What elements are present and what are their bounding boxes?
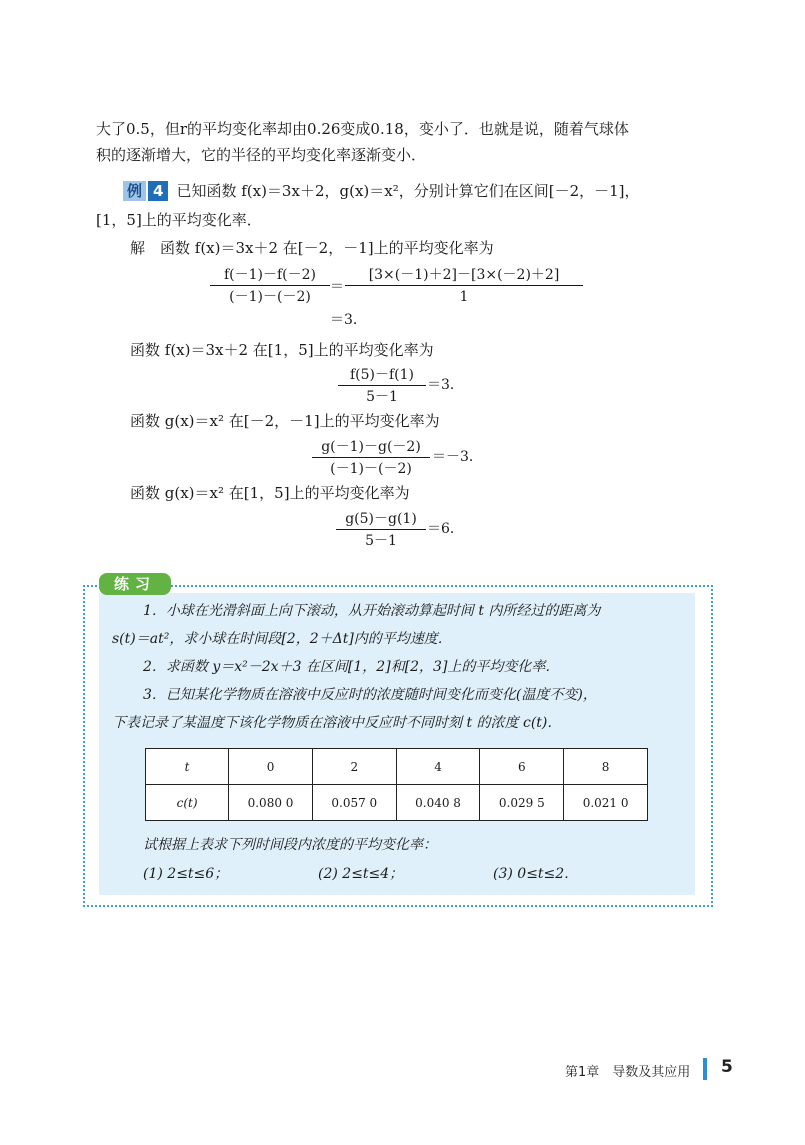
practice-q2: 2．求函数 y＝x²－2x＋3 在区间[1，2]和[2，3]上的平均变化率． bbox=[143, 659, 560, 675]
practice-q3-line-2: 下表记录了某温度下该化学物质在溶液中反应时不同时刻 t 的浓度 c(t)． bbox=[112, 715, 562, 731]
practice-q3-part-2: (2) 2≤t≤4； bbox=[318, 866, 404, 882]
table-cell: 8 bbox=[564, 749, 648, 785]
example-statement-1: 已知函数 f(x)＝3x＋2，g(x)＝x²，分别计算它们在区间[－2，－1]， bbox=[176, 182, 640, 200]
example-badge: 例 bbox=[123, 181, 146, 201]
table-row bbox=[146, 749, 648, 785]
table-cell: 6 bbox=[480, 749, 564, 785]
fraction-1 bbox=[210, 266, 330, 306]
table-cell: 0 bbox=[229, 749, 313, 785]
practice-q1-line-2: s(t)＝at²，求小球在时间段[2，2＋Δt]内的平均速度． bbox=[112, 631, 452, 647]
example-number: 4 bbox=[148, 181, 168, 201]
fraction-4-numerator: g(5)－g(1) bbox=[345, 511, 417, 527]
table-cell: 2 bbox=[312, 749, 396, 785]
practice-tab: 练习 bbox=[99, 573, 171, 595]
fraction-2-denominator: 5－1 bbox=[366, 389, 398, 405]
equals-sign-1: ＝ bbox=[330, 279, 344, 295]
solution-part-4: 函数 g(x)＝x² 在[1，5]上的平均变化率为 bbox=[130, 484, 410, 502]
fraction-1b-numerator: [3×(－1)＋2]－[3×(－2)＋2] bbox=[368, 267, 560, 283]
practice-q3-line-1: 3．已知某化学物质在溶液中反应时的浓度随时间变化而变化(温度不变)， bbox=[143, 687, 597, 703]
fraction-2-bar bbox=[338, 385, 426, 386]
intro-line-2: 积的逐渐增大，它的半径的平均变化率逐渐变小． bbox=[96, 146, 427, 164]
practice-q1-line-1: 1．小球在光滑斜面上向下滚动，从开始滚动算起时间 t 内所经过的距离为 bbox=[143, 603, 601, 619]
fraction-3-bar bbox=[312, 457, 430, 458]
result-2: ＝3． bbox=[427, 377, 464, 393]
solution-intro: 解 函数 f(x)＝3x＋2 在[－2，－1]上的平均变化率为 bbox=[130, 239, 494, 257]
fraction-4-bar bbox=[336, 529, 426, 530]
page-number: 5 bbox=[721, 1057, 733, 1077]
practice-q3-part-1: (1) 2≤t≤6； bbox=[143, 866, 229, 882]
fraction-2 bbox=[338, 366, 426, 406]
fraction-1b bbox=[345, 266, 583, 306]
table-cell: 0.040 8 bbox=[396, 785, 480, 821]
fraction-4 bbox=[336, 510, 426, 550]
fraction-1b-denominator: 1 bbox=[459, 289, 469, 305]
fraction-3 bbox=[312, 438, 430, 478]
practice-q3-ask: 试根据上表求下列时间段内浓度的平均变化率： bbox=[143, 837, 437, 853]
footer-divider bbox=[703, 1058, 707, 1080]
practice-q3-part-3: (3) 0≤t≤2． bbox=[493, 866, 579, 882]
fraction-3-numerator: g(－1)－g(－2) bbox=[321, 439, 421, 455]
solution-part-2: 函数 f(x)＝3x＋2 在[1，5]上的平均变化率为 bbox=[130, 341, 434, 359]
example-statement-2: [1，5]上的平均变化率． bbox=[96, 211, 262, 229]
table-cell: c(t) bbox=[146, 785, 229, 821]
concentration-table bbox=[145, 748, 648, 821]
table-cell: 0.080 0 bbox=[229, 785, 313, 821]
example-heading bbox=[123, 181, 640, 201]
fraction-4-denominator: 5－1 bbox=[365, 533, 397, 549]
fraction-1b-bar bbox=[345, 285, 583, 286]
solution-part-3: 函数 g(x)＝x² 在[－2，－1]上的平均变化率为 bbox=[130, 412, 440, 430]
result-4: ＝6． bbox=[427, 521, 464, 537]
result-1: ＝3． bbox=[330, 312, 367, 328]
table-cell: 0.021 0 bbox=[564, 785, 648, 821]
table-cell: t bbox=[146, 749, 229, 785]
fraction-3-denominator: (－1)－(－2) bbox=[330, 461, 412, 477]
fraction-2-numerator: f(5)－f(1) bbox=[349, 367, 415, 383]
intro-line-1: 大了0.5，但r的平均变化率却由0.26变成0.18，变小了．也就是说，随着气球体 bbox=[96, 120, 629, 138]
table-cell: 4 bbox=[396, 749, 480, 785]
table-cell: 0.057 0 bbox=[312, 785, 396, 821]
table-row bbox=[146, 785, 648, 821]
table-cell: 0.029 5 bbox=[480, 785, 564, 821]
fraction-1-numerator: f(－1)－f(－2) bbox=[223, 267, 317, 283]
footer-chapter: 第1章 导数及其应用 bbox=[565, 1065, 691, 1080]
fraction-1-denominator: (－1)－(－2) bbox=[229, 289, 311, 305]
fraction-1-bar bbox=[210, 285, 330, 286]
result-3: ＝－3． bbox=[432, 449, 483, 465]
